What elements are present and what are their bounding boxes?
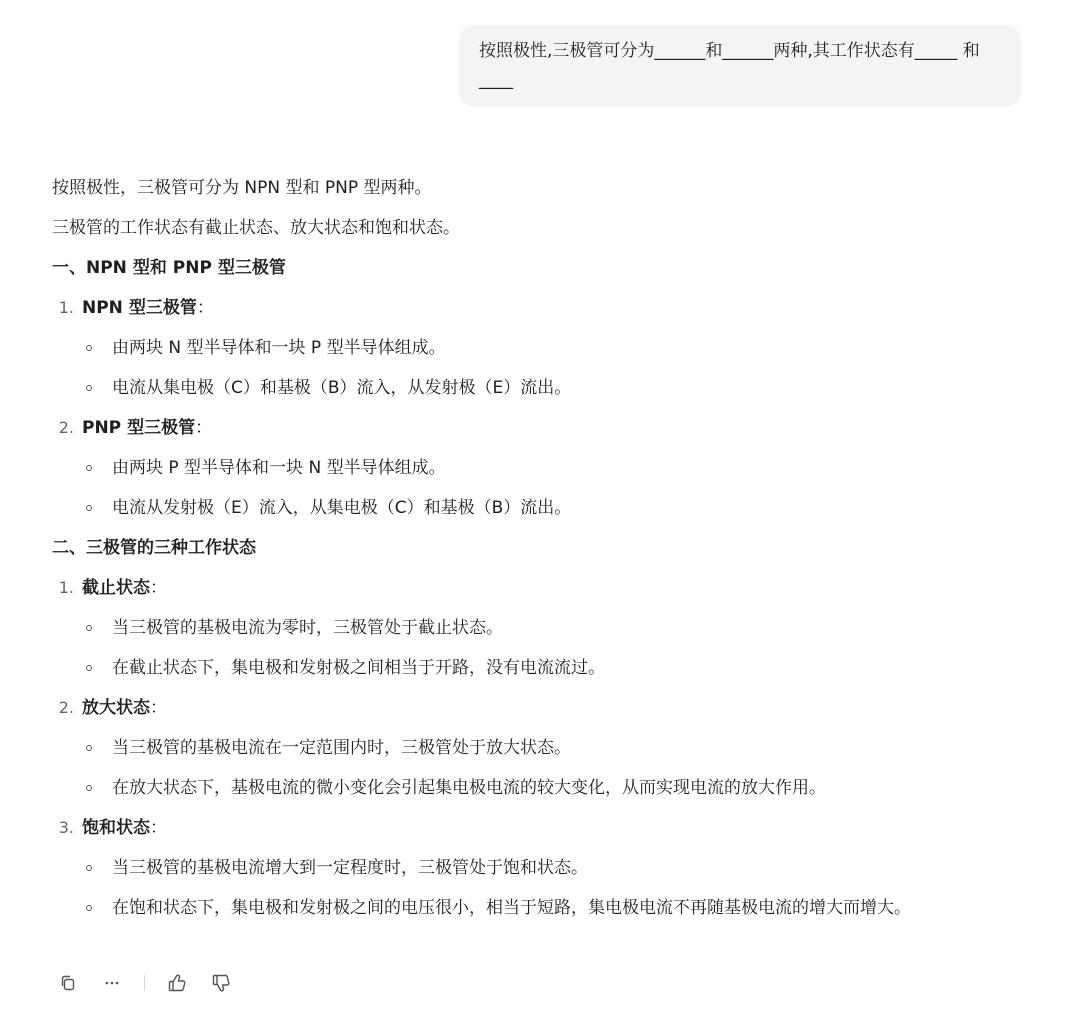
bullet-text: 当三极管的基极电流为零时，三极管处于截止状态。: [112, 618, 503, 638]
list-number: 1.: [58, 298, 74, 317]
bullet-marker: [86, 345, 92, 351]
answer-intro-2: 三极管的工作状态有截止状态、放大状态和饱和状态。: [52, 218, 460, 238]
list-item-title: PNP 型三极管：: [82, 418, 213, 438]
bullet-marker: [86, 505, 92, 511]
answer-intro-1: 按照极性，三极管可分为 NPN 型和 PNP 型两种。: [52, 178, 432, 198]
section-heading-2: 二、三极管的三种工作状态: [52, 538, 256, 558]
bullet-marker: [86, 865, 92, 871]
bullet-marker: [86, 385, 92, 391]
thumbs-down-icon: [211, 973, 231, 993]
list-number: 2.: [58, 418, 74, 437]
bullet-marker: [86, 785, 92, 791]
list-item-title: NPN 型三极管：: [82, 298, 214, 318]
list-item-title: 截止状态：: [82, 578, 167, 598]
bullet-text: 当三极管的基极电流增大到一定程度时，三极管处于饱和状态。: [112, 858, 588, 878]
bullet-text: 在饱和状态下，集电极和发射极之间的电压很小，相当于短路，集电极电流不再随基极电流的增大而增大。: [112, 898, 911, 918]
list-item-title: 饱和状态：: [82, 818, 167, 838]
copy-button[interactable]: [56, 971, 80, 995]
bullet-marker: [86, 905, 92, 911]
bullet-text: 在放大状态下，基极电流的微小变化会引起集电极电流的较大变化，从而实现电流的放大作用。: [112, 778, 826, 798]
bullet-marker: [86, 665, 92, 671]
list-number: 1.: [58, 578, 74, 597]
list-number: 2.: [58, 698, 74, 717]
more-button[interactable]: [100, 971, 124, 995]
dislike-button[interactable]: [209, 971, 233, 995]
bullet-text: 当三极管的基极电流在一定范围内时，三极管处于放大状态。: [112, 738, 571, 758]
bullet-text: 在截止状态下，集电极和发射极之间相当于开路，没有电流流过。: [112, 658, 605, 678]
bullet-marker: [86, 745, 92, 751]
user-message-bubble: [459, 25, 1021, 107]
bullet-text: 电流从发射极（E）流入，从集电极（C）和基极（B）流出。: [112, 498, 572, 518]
bullet-marker: [86, 465, 92, 471]
message-actions: [56, 968, 253, 998]
like-button[interactable]: [165, 971, 189, 995]
thumbs-up-icon: [167, 973, 187, 993]
list-number: 3.: [58, 818, 74, 837]
bullet-text: 电流从集电极（C）和基极（B）流入，从发射极（E）流出。: [112, 378, 572, 398]
bullet-marker: [86, 625, 92, 631]
section-heading-1: 一、NPN 型和 PNP 型三极管: [52, 258, 286, 278]
list-item-title: 放大状态：: [82, 698, 167, 718]
bullet-text: 由两块 P 型半导体和一块 N 型半导体组成。: [112, 458, 446, 478]
more-icon: [103, 974, 121, 992]
bullet-text: 由两块 N 型半导体和一块 P 型半导体组成。: [112, 338, 446, 358]
copy-icon: [59, 974, 77, 992]
action-divider: [144, 975, 145, 991]
user-message-text: 按照极性,三极管可分为______和______两种,其工作状态有_____ 和 ____: [479, 41, 980, 90]
